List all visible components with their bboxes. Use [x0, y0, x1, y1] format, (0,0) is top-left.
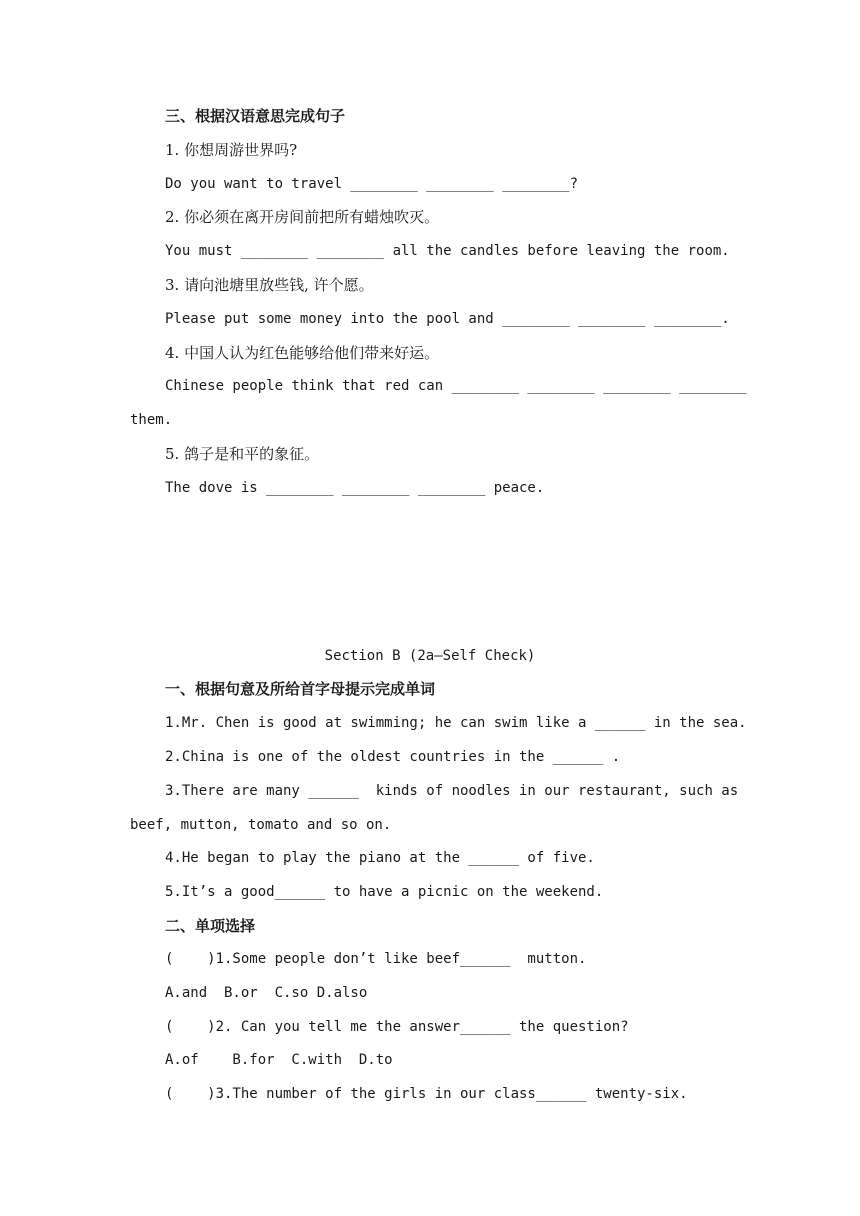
section-heading-fill-words: 一、根据句意及所给首字母提示完成单词 — [165, 680, 436, 698]
question-4-english: Chinese people think that red can ________ ________ ________ ________ — [165, 378, 747, 394]
section-heading-multiple-choice: 二、单项选择 — [165, 917, 256, 935]
question-4-english-cont: them. — [130, 412, 173, 428]
question-1-english: Do you want to travel ________ ________ ________? — [165, 176, 579, 192]
fill-sentence-5: 5.It’s a good______ to have a picnic on the weekend. — [165, 884, 604, 900]
fill-sentence-4: 4.He began to play the piano at the ______ of five. — [165, 850, 595, 866]
choice-question-2: ( )2. Can you tell me the answer______ the question? — [165, 1019, 629, 1035]
choice-question-3: ( )3.The number of the girls in our class______ twenty-six. — [165, 1086, 688, 1102]
fill-sentence-3-cont: beef, mutton, tomato and so on. — [130, 817, 392, 833]
section-heading-translate: 三、根据汉语意思完成句子 — [165, 107, 346, 125]
question-2-chinese: 2. 你必须在离开房间前把所有蜡烛吹灭。 — [165, 208, 440, 226]
question-2-english: You must ________ ________ all the candles before leaving the room. — [165, 243, 730, 259]
question-3-chinese: 3. 请向池塘里放些钱, 许个愿。 — [165, 276, 374, 294]
section-b-title: Section B (2a—Self Check) — [324, 648, 536, 664]
fill-sentence-3: 3.There are many ______ kinds of noodles in our restaurant, such as — [165, 783, 739, 799]
choice-options-1: A.and B.or C.so D.also — [165, 985, 368, 1001]
choice-question-1: ( )1.Some people don’t like beef______ mutton. — [165, 951, 587, 967]
fill-sentence-1: 1.Mr. Chen is good at swimming; he can swim like a ______ in the sea. — [165, 715, 747, 731]
question-5-english: The dove is ________ ________ ________ peace. — [165, 480, 545, 496]
question-5-chinese: 5. 鸽子是和平的象征。 — [165, 445, 320, 463]
choice-options-2: A.of B.for C.with D.to — [165, 1052, 393, 1068]
fill-sentence-2: 2.China is one of the oldest countries in the ______ . — [165, 749, 621, 765]
question-4-chinese: 4. 中国人认为红色能够给他们带来好运。 — [165, 344, 440, 362]
question-3-english: Please put some money into the pool and ________ ________ ________. — [165, 311, 730, 327]
question-1-chinese: 1. 你想周游世界吗? — [165, 141, 298, 159]
